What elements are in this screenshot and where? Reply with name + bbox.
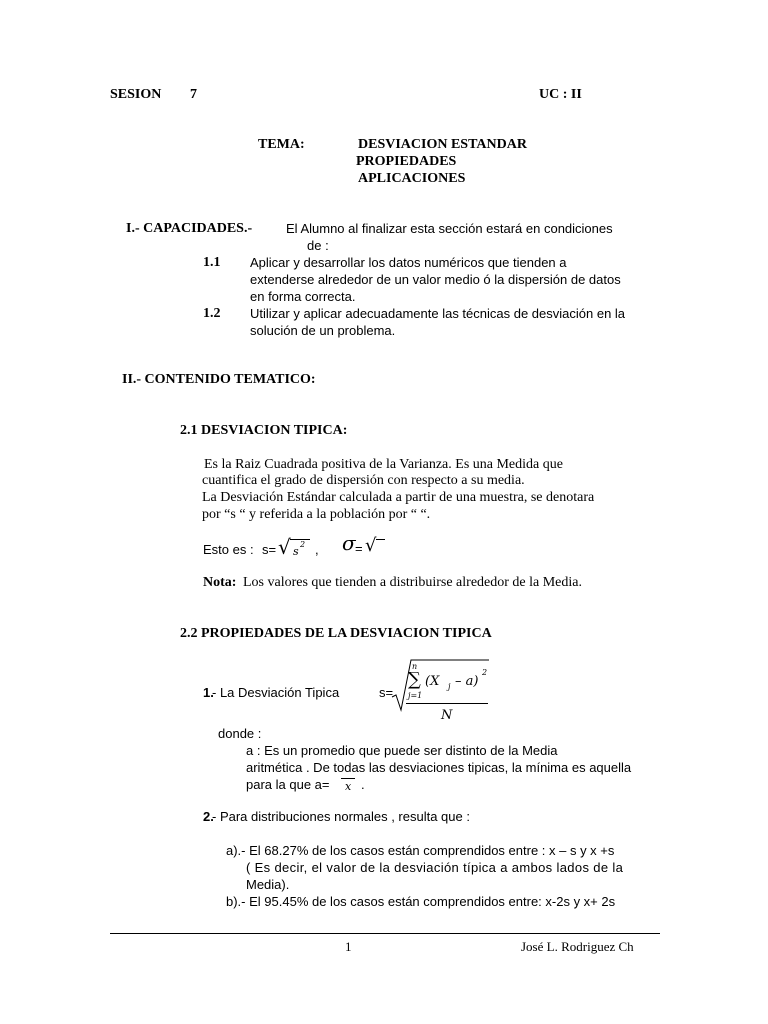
section-2-1-heading: 2.1 DESVIACION TIPICA: [180,423,348,438]
property-1-text: - La Desviación Tipica [212,685,340,700]
sqrt-radicand-s: s [293,545,299,558]
sqrt-sign-2: √ [365,535,377,556]
section-2-1-line-2: cuantifica el grado de dispersión con respecto a su media. [202,473,525,488]
sigma-symbol: σ [342,531,356,555]
unit-code: UC : II [539,87,582,102]
tema-line-1: DESVIACION ESTANDAR [358,137,527,152]
donde-label: donde : [218,726,262,741]
formula-term-rest: – a) [455,674,479,689]
esto-es-label: Esto es : [203,542,254,557]
item-1-2-line-1: Utilizar y aplicar adecuadamente las técnicas de desviación en la [250,306,626,321]
a-definition-line-2: aritmética . De todas las desviaciones tipicas, la mínima es aquella [246,760,632,775]
section-2-1-line-3: La Desviación Estándar calculada a partir de una muestra, se denotara [202,490,595,505]
a-definition-period: . [361,777,365,792]
formula-comma: , [315,542,319,557]
case-b-line: b).- El 95.45% de los casos están comprendidos entre: x-2s y x+ 2s [226,894,616,909]
session-label: SESION [110,87,162,102]
property-2-number: 2. [203,809,214,824]
item-1-1-line-2: extenderse alrededor de un valor medio ó la dispersión de datos [250,272,621,287]
formula-term-subscript: j [448,682,451,691]
s-equals: s= [262,542,277,557]
x-bar-symbol: x [345,780,352,793]
item-1-2-number: 1.2 [203,306,221,321]
session-number: 7 [190,87,197,102]
property-2-text: - Para distribuciones normales , resulta que : [212,809,470,824]
item-1-1-line-3: en forma correcta. [250,289,356,304]
author-name: José L. Rodriguez Ch [521,939,634,954]
section-2-2-heading: 2.2 PROPIEDADES DE LA DESVIACION TIPICA [180,626,492,641]
item-1-1-number: 1.1 [203,255,221,270]
contenido-heading: II.- CONTENIDO TEMATICO: [122,372,316,387]
item-1-2-line-2: solución de un problema. [250,323,396,338]
summation-symbol: ∑ [408,669,421,690]
property-1-s-equals: s= [379,685,394,700]
sqrt-sign-1: √ [278,535,291,559]
capacidades-intro-2: de : [307,238,329,253]
section-2-1-line-4: por “s “ y referida a la población por “ “. [202,507,431,522]
page-number: 1 [345,939,352,954]
case-a-line-2: ( Es decir, el valor de la desviación típica a ambos lados de la [246,860,624,875]
formula-term-exponent: 2 [482,668,488,677]
tema-label: TEMA: [258,137,305,152]
summation-lower: j=1 [408,691,423,700]
formula-term: (X [425,674,440,689]
case-a-line-3: Media). [246,877,290,892]
item-1-1-line-1: Aplicar y desarrollar los datos numéricos que tienden a [250,255,567,270]
formula-denominator: N [441,708,453,723]
capacidades-heading: I.- CAPACIDADES.- [126,221,253,236]
sqrt-exponent: 2 [300,540,306,549]
case-a-line-1: a).- El 68.27% de los casos están comprendidos entre : x – s y x +s [226,843,615,858]
tema-line-2: PROPIEDADES [356,154,457,169]
nota-text: Los valores que tienden a distribuirse alrededor de la Media. [243,575,582,590]
tema-line-3: APLICACIONES [358,171,466,186]
nota-label: Nota: [203,575,237,590]
summation-upper: n [412,662,418,671]
sigma-equals: = [355,541,363,556]
property-1-number: 1. [203,685,214,700]
section-2-1-line-1: Es la Raiz Cuadrada positiva de la Varianza. Es una Medida que [204,457,563,472]
a-definition-line-1: a : Es un promedio que puede ser distinto de la Media [246,743,558,758]
footer-rule [110,933,660,934]
a-definition-line-3: para la que a= [246,777,330,792]
capacidades-intro-1: El Alumno al finalizar esta sección estará en condiciones [286,221,613,236]
